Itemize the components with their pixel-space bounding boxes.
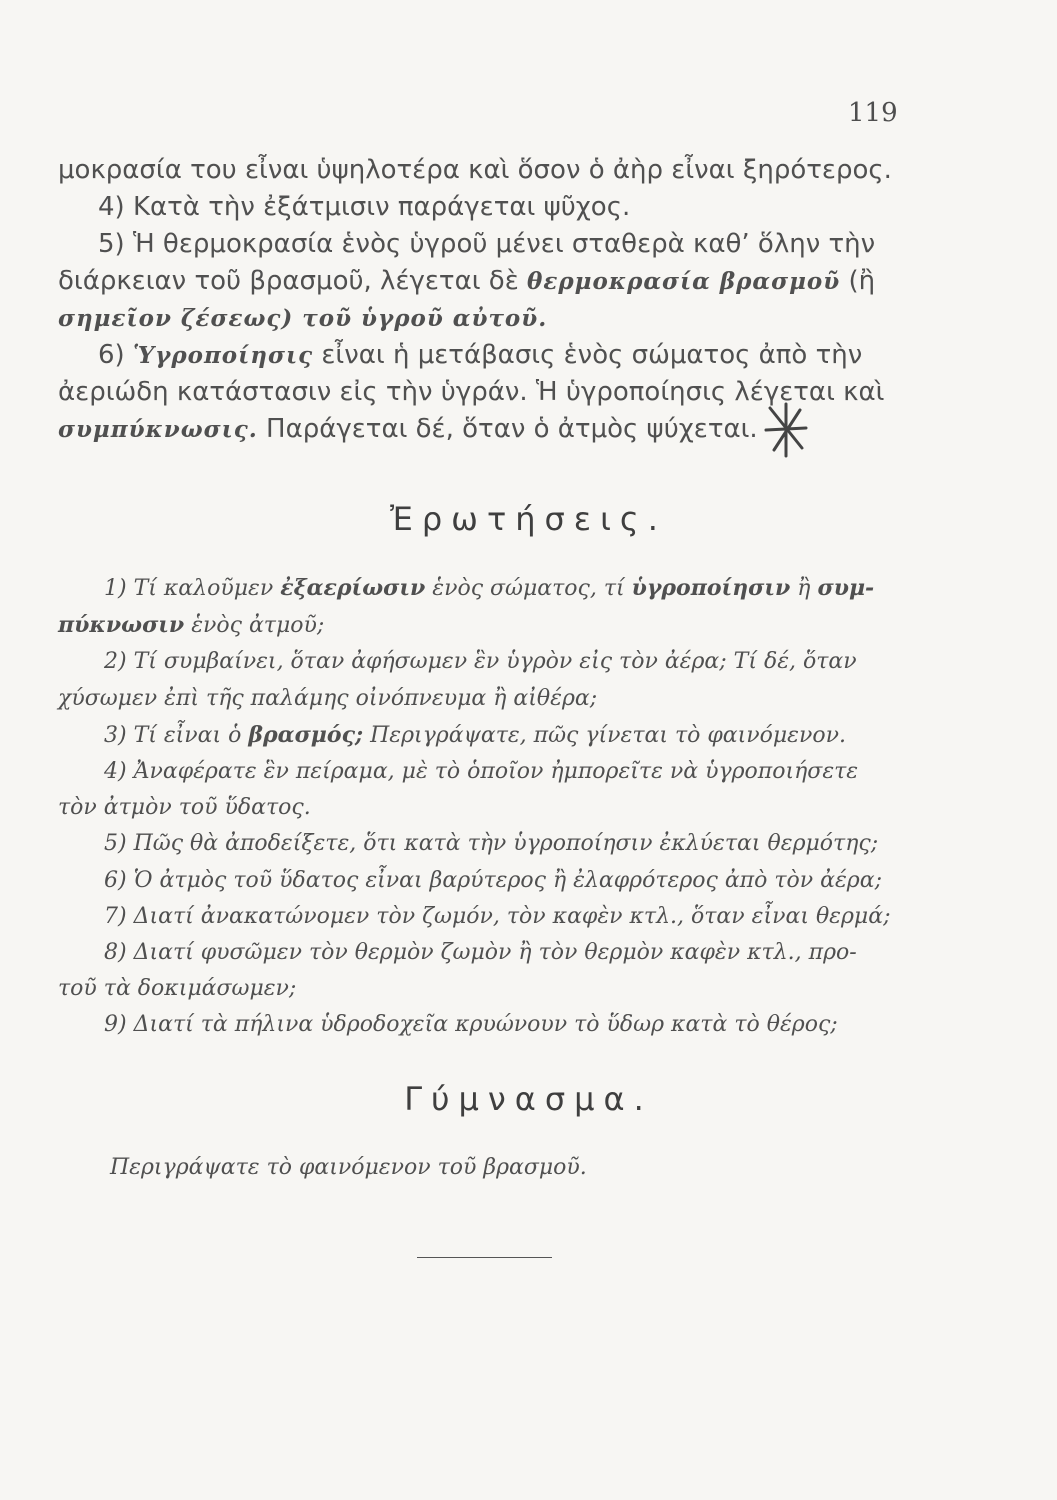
question-text: 3) Τί εἶναι ὁ	[104, 722, 242, 748]
exercise-text: Περιγράψατε τὸ φαινόμενον τοῦ βρασμοῦ.	[110, 1155, 587, 1180]
question-line	[58, 717, 910, 754]
intro-text-run: 6)	[98, 340, 125, 370]
term-condensation: πύκνωσιν	[58, 612, 185, 639]
question-text: Περιγράψατε, πῶς γίνεται τὸ φαινόμενον.	[370, 722, 846, 748]
intro-line: 5) Ἡ θερμοκρασία ἑνὸς ὑγροῦ μένει σταθερὰ καθ’ ὅλην τὴν	[98, 229, 876, 259]
intro-line: μοκρασία του εἶναι ὑψηλοτέρα καὶ ὅσον ὁ ἀὴρ εἶναι ξηρότερος.	[58, 155, 892, 185]
term-boiling: βρασμός;	[248, 721, 364, 748]
question-line: 2) Τί συμβαίνει, ὅταν ἀφήσωμεν ἓν ὑγρὸν εἰς τὸν ἀέρα; Τί δέ, ὅταν	[104, 649, 857, 675]
question-text: ἑνὸς σώματος, τί	[432, 576, 625, 601]
question-line: 4) Ἀναφέρατε ἓν πείραμα, μὲ τὸ ὁποῖον ἠμπορεῖτε νὰ ὑγροποιήσετε	[104, 759, 859, 785]
question-text: ἢ	[797, 576, 811, 601]
question-line: τοῦ τὰ δοκιμάσωμεν;	[58, 976, 297, 1002]
questions-list	[58, 570, 910, 1044]
end-rule	[417, 1257, 552, 1258]
term-boiling-point: σημεῖον ζέσεως) τοῦ ὑγροῦ αὐτοῦ.	[58, 305, 548, 332]
question-text: ἑνὸς ἀτμοῦ;	[191, 613, 325, 639]
term-liquefaction: Ὑγροποίησις	[132, 342, 314, 369]
intro-line: ἀεριώδη κατάστασιν εἰς τὴν ὑγράν. Ἡ ὑγροποίησις λέγεται καὶ	[58, 377, 885, 407]
intro-line: 4) Κατὰ τὴν ἐξάτμισιν παράγεται ψῦχος.	[98, 192, 631, 222]
intro-text-run: Παράγεται δέ, ὅταν ὁ ἀτμὸς ψύχεται.	[266, 414, 758, 444]
questions-heading: Ἐρωτήσεις.	[390, 500, 667, 538]
question-line: τὸν ἀτμὸν τοῦ ὕδατος.	[58, 795, 311, 821]
term-evaporation: ἐξαερίωσιν	[280, 575, 426, 601]
exercise-heading: Γύμνασμα.	[404, 1080, 653, 1118]
question-line	[58, 570, 910, 607]
question-line: 9) Διατί τὰ πήλινα ὑδροδοχεῖα κρυώνουν τὸ ὕδωρ κατὰ τὸ θέρος;	[104, 1012, 838, 1038]
intro-line	[58, 263, 908, 300]
intro-text-run: διάρκειαν τοῦ βρασμοῦ, λέγεται δὲ	[58, 266, 519, 296]
term-condensation: συμ-	[817, 575, 875, 601]
page-number: 119	[848, 98, 898, 128]
question-line: 8) Διατί φυσῶμεν τὸν θερμὸν ζωμὸν ἢ τὸν θερμὸν καφὲν κτλ., προ-	[104, 940, 857, 966]
question-line: 6) Ὁ ἀτμὸς τοῦ ὕδατος εἶναι βαρύτερος ἢ ἐλαφρότερος ἀπὸ τὸν ἀέρα;	[104, 867, 883, 893]
question-text: 1) Τί καλοῦμεν	[104, 576, 274, 601]
term-condensation: συμπύκνωσις.	[58, 416, 258, 443]
intro-line	[58, 300, 908, 337]
term-liquefaction: ὑγροποίησιν	[631, 575, 791, 601]
term-boiling-temperature: θερμοκρασία βρασμοῦ	[527, 268, 841, 295]
question-line: χύσωμεν ἐπὶ τῆς παλάμης οἰνόπνευμα ἢ αἰθέρα;	[58, 685, 598, 711]
intro-text-run: (ἢ	[848, 266, 876, 296]
handwritten-asterisk-icon	[762, 402, 810, 458]
intro-line	[58, 337, 908, 374]
question-line	[58, 607, 910, 644]
question-line: 7) Διατί ἀνακατώνομεν τὸν ζωμόν, τὸν καφὲν κτλ., ὅταν εἶναι θερμά;	[104, 903, 891, 929]
question-line: 5) Πῶς θὰ ἀποδείξετε, ὅτι κατὰ τὴν ὑγροποίησιν ἐκλύεται θερμότης;	[104, 831, 879, 857]
intro-text-run: εἶναι ἡ μετάβασις ἑνὸς σώματος ἀπὸ τὴν	[321, 340, 863, 370]
